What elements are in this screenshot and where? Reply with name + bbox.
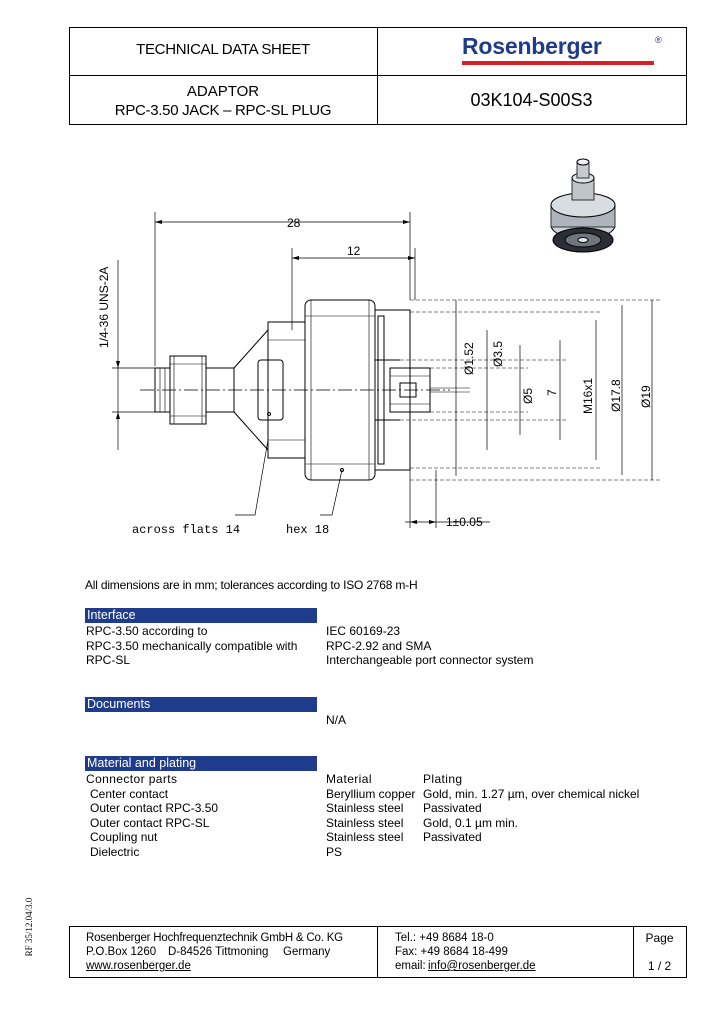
footer-email-label: email: bbox=[395, 960, 426, 972]
technical-drawing bbox=[0, 125, 720, 555]
product-description: RPC-3.50 JACK – RPC-SL PLUG bbox=[114, 102, 332, 119]
dim-7-label: 7 bbox=[545, 389, 559, 396]
brand-wordmark: Rosenberger bbox=[462, 33, 602, 59]
material-section-header: Material and plating bbox=[85, 756, 317, 771]
material-row-plating: Passivated bbox=[423, 801, 482, 815]
material-row-material: Stainless steel bbox=[326, 801, 404, 815]
connector-photo bbox=[551, 159, 615, 252]
material-row-plating: Passivated bbox=[423, 830, 482, 844]
material-row-part: Outer contact RPC-3.50 bbox=[90, 801, 219, 815]
part-number: 03K104-S00S3 bbox=[470, 90, 593, 110]
interface-label-2: RPC-3.50 mechanically compatible with bbox=[86, 639, 298, 653]
interface-label-3: RPC-SL bbox=[86, 653, 131, 667]
thread-label: 1/4-36 UNS-2A bbox=[97, 266, 111, 348]
material-row-part: Outer contact RPC-SL bbox=[90, 816, 210, 830]
dim-partial-length: 12 bbox=[347, 244, 361, 258]
general-note: All dimensions are in mm; tolerances according to ISO 2768 m-H bbox=[85, 578, 418, 592]
dia-5-label: Ø5 bbox=[521, 387, 535, 404]
material-row-material: Stainless steel bbox=[326, 816, 404, 830]
thread-m16-label: M16x1 bbox=[581, 377, 595, 414]
doc-type-title: TECHNICAL DATA SHEET bbox=[136, 41, 310, 58]
material-row-part: Coupling nut bbox=[90, 830, 158, 844]
interface-label-1: RPC-3.50 according to bbox=[86, 624, 208, 638]
col-header-parts: Connector parts bbox=[86, 772, 178, 786]
material-row-part: Center contact bbox=[90, 787, 169, 801]
footer-website-link[interactable]: www.rosenberger.de bbox=[86, 960, 191, 972]
interface-value-3: Interchangeable port connector system bbox=[326, 653, 534, 667]
brand-underline bbox=[462, 61, 654, 65]
registered-mark: ® bbox=[655, 35, 662, 45]
hex-label: hex 18 bbox=[286, 523, 330, 537]
material-row-material: Beryllium copper bbox=[326, 787, 416, 801]
col-header-material: Material bbox=[326, 772, 372, 786]
interface-value-1: IEC 60169-23 bbox=[326, 624, 401, 638]
across-flats-label: across flats 14 bbox=[132, 523, 241, 537]
interface-value-2: RPC-2.92 and SMA bbox=[326, 639, 432, 653]
footer-tel: Tel.: +49 8684 18-0 bbox=[395, 932, 494, 944]
dia-35-label: Ø3.5 bbox=[491, 340, 505, 367]
dim-overall-length: 28 bbox=[287, 216, 301, 230]
footer-country: Germany bbox=[283, 946, 331, 958]
documents-section-header: Documents bbox=[85, 697, 317, 712]
side-code: RF 35/12.04/3.0 bbox=[24, 897, 34, 957]
material-row-material: PS bbox=[326, 845, 343, 859]
footer-pobox: P.O.Box 1260 bbox=[86, 946, 157, 958]
dia-19-label: Ø19 bbox=[639, 385, 653, 408]
interface-section-header: Interface bbox=[85, 608, 317, 623]
footer-page-value: 1 / 2 bbox=[647, 959, 672, 973]
col-header-plating: Plating bbox=[423, 772, 463, 786]
product-type: ADAPTOR bbox=[186, 83, 260, 100]
material-row-plating: Gold, min. 1.27 µm, over chemical nickel bbox=[423, 787, 640, 801]
dia-178-label: Ø17.8 bbox=[609, 379, 623, 412]
tolerance-dim-label: 1±0.05 bbox=[446, 515, 483, 529]
documents-value: N/A bbox=[326, 713, 347, 727]
dia-152-label: Ø1.52 bbox=[462, 342, 476, 375]
footer-email-link[interactable]: info@rosenberger.de bbox=[428, 960, 536, 972]
brand-logo bbox=[462, 33, 672, 69]
footer-page-label: Page bbox=[645, 931, 674, 945]
material-row-plating: Gold, 0.1 µm min. bbox=[423, 816, 518, 830]
footer-company: Rosenberger Hochfrequenztechnik GmbH & Co. KG bbox=[86, 932, 343, 944]
footer-fax: Fax: +49 8684 18-499 bbox=[395, 946, 508, 958]
material-row-material: Stainless steel bbox=[326, 830, 404, 844]
material-row-part: Dielectric bbox=[90, 845, 140, 859]
footer-city: D-84526 Tittmoning bbox=[168, 946, 269, 958]
